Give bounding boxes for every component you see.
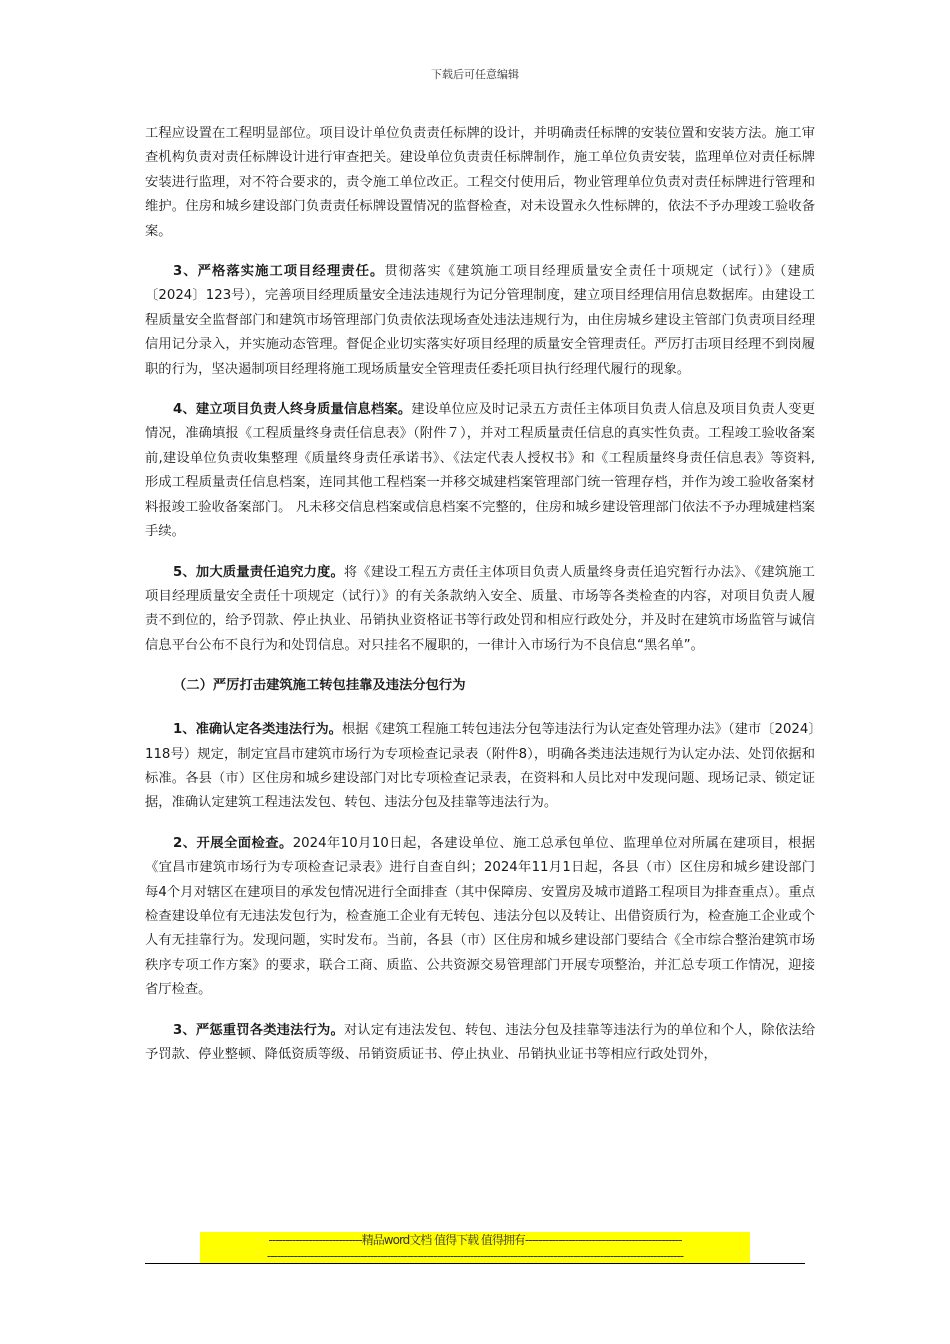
- paragraph-lead: 3、严惩重罚各类违法行为。: [173, 1022, 344, 1038]
- paragraph-lead: 4、建立项目负责人终身质量信息档案。: [173, 402, 412, 418]
- footer-banner: [200, 1232, 750, 1264]
- paragraph-continuation: [145, 122, 815, 244]
- footer-banner-line: -----------------------------------------------------------------------------------------------------------------------------: [266, 1249, 684, 1263]
- paragraph-lifetime-quality-archive: [145, 398, 815, 544]
- paragraph-lead: 2、开展全面检查。: [173, 835, 293, 851]
- paragraph-text: 建设单位应及时记录五方责任主体项目负责人信息及项目负责人变更情况，准确填报《工程质量终身责任信息表》（附件７），并对工程质量责任信息的真实性负责。工程竣工验收备案前,建设单位负责收集整理《质量终身责任承诺书》、《法定代表人授权书》和《工程质量终身责任信息表》等资料,形成工程质量责任信息档案，连同其他工程档案一并移交城建档案管理部门统一管理存档，并作为竣工验收备案材料报竣工验收备案部门。 凡未移交信息档案或信息档案不完整的，住房和城乡建设管理部门依法不予办理城建档案手续。: [145, 402, 815, 540]
- paragraph-text: 2024年10月10日起，各建设单位、施工总承包单位、监理单位对所属在建项目，根据《宜昌市建筑市场行为专项检查记录表》进行自查自纠；2024年11月1日起，各县（市）区住房和城乡建设部门每4个月对辖区在建项目的承发包情况进行全面排查（其中保障房、安置房及城市道路工程项目为排查重点）。重点检查建设单位有无违法发包行为，检查施工企业有无转包、违法分包以及转让、出借资质行为，检查施工企业或个人有无挂靠行为。发现问题，实时发布。当前，各县（市）区住房和城乡建设部门要结合《全市综合整治建筑市场秩序专项工作方案》的要求，联合工商、质监、公共资源交易管理部门开展专项整治，并汇总专项工作情况，迎接省厅检查。: [145, 835, 815, 998]
- paragraph-lead: 3、严格落实施工项目经理责任。: [173, 264, 385, 280]
- paragraph-project-manager-responsibility: [145, 260, 815, 382]
- paragraph-text: 工程应设置在工程明显部位。项目设计单位负责责任标牌的设计，并明确责任标牌的安装位置和安装方法。施工审查机构负责对责任标牌设计进行审查把关。建设单位负责责任标牌制作，施工单位负责安装，监理单位对责任标牌安装进行监理，对不符合要求的，责令施工单位改正。工程交付使用后，物业管理单位负责对责任标牌进行管理和维护。住房和城乡建设部门负责责任标牌设置情况的监督检查，对未设置永久性标牌的，依法不予办理竣工验收备案。: [145, 126, 815, 239]
- footer-divider: [145, 1263, 805, 1264]
- paragraph-identify-violations: [145, 718, 815, 816]
- paragraph-text: 根据《建筑工程施工转包违法分包等违法行为认定查处管理办法》（建市〔2024〕118号）规定，制定宜昌市建筑市场行为专项检查记录表（附件8），明确各类违法违规行为认定办法、处罚依据和标准。各县（市）区住房和城乡建设部门对比专项检查记录表，在资料和人员比对中发现问题、现场记录、锁定证据，准确认定建筑工程违法发包、转包、违法分包及挂靠等违法行为。: [145, 722, 815, 811]
- section-heading: （二）严厉打击建筑施工转包挂靠及违法分包行为: [173, 678, 466, 694]
- paragraph-lead: 5、加大质量责任追究力度。: [173, 564, 344, 580]
- header-note: 下载后可任意编辑: [431, 68, 519, 81]
- footer-banner-line: ----------------------------精品word文档 值得下载 值得拥有-----------------------------------------------: [268, 1233, 682, 1247]
- paragraph-lead: 1、准确认定各类违法行为。: [173, 722, 342, 738]
- paragraph-text: 将《建设工程五方责任主体项目负责人质量终身责任追究暂行办法》、《建筑施工项目经理质量安全责任十项规定（试行）》的有关条款纳入安全、质量、市场等各类检查的内容，对项目负责人履责不到位的，给予罚款、停止执业、吊销执业资格证书等行政处罚和相应行政处分，并及时在建筑市场监管与诚信信息平台公布不良行为和处罚信息。对只挂名不履职的，一律计入市场行为不良信息“黑名单”。: [145, 564, 815, 653]
- paragraph-text: 对认定有违法发包、转包、违法分包及挂靠等违法行为的单位和个人，除依法给予罚款、停业整顿、降低资质等级、吊销资质证书、停止执业、吊销执业证书等相应行政处罚外，: [145, 1022, 815, 1062]
- document-body: [145, 122, 815, 1083]
- paragraph-accountability: [145, 561, 815, 659]
- paragraph-severe-penalties: [145, 1019, 815, 1068]
- paragraph-text: 贯彻落实《建筑施工项目经理质量安全责任十项规定（试行）》（建质〔2024〕123号），完善项目经理质量安全违法违规行为记分管理制度，建立项目经理信用信息数据库。由建设工程质量安全监督部门和建筑市场管理部门负责依法现场查处违法违规行为，由住房城乡建设主管部门负责项目经理信用记分录入，并实施动态管理。督促企业切实落实好项目经理的质量安全管理责任。严厉打击项目经理不到岗履职的行为，坚决遏制项目经理将施工现场质量安全管理责任委托项目执行经理代履行的现象。: [145, 264, 815, 377]
- paragraph-full-inspection: [145, 832, 815, 1003]
